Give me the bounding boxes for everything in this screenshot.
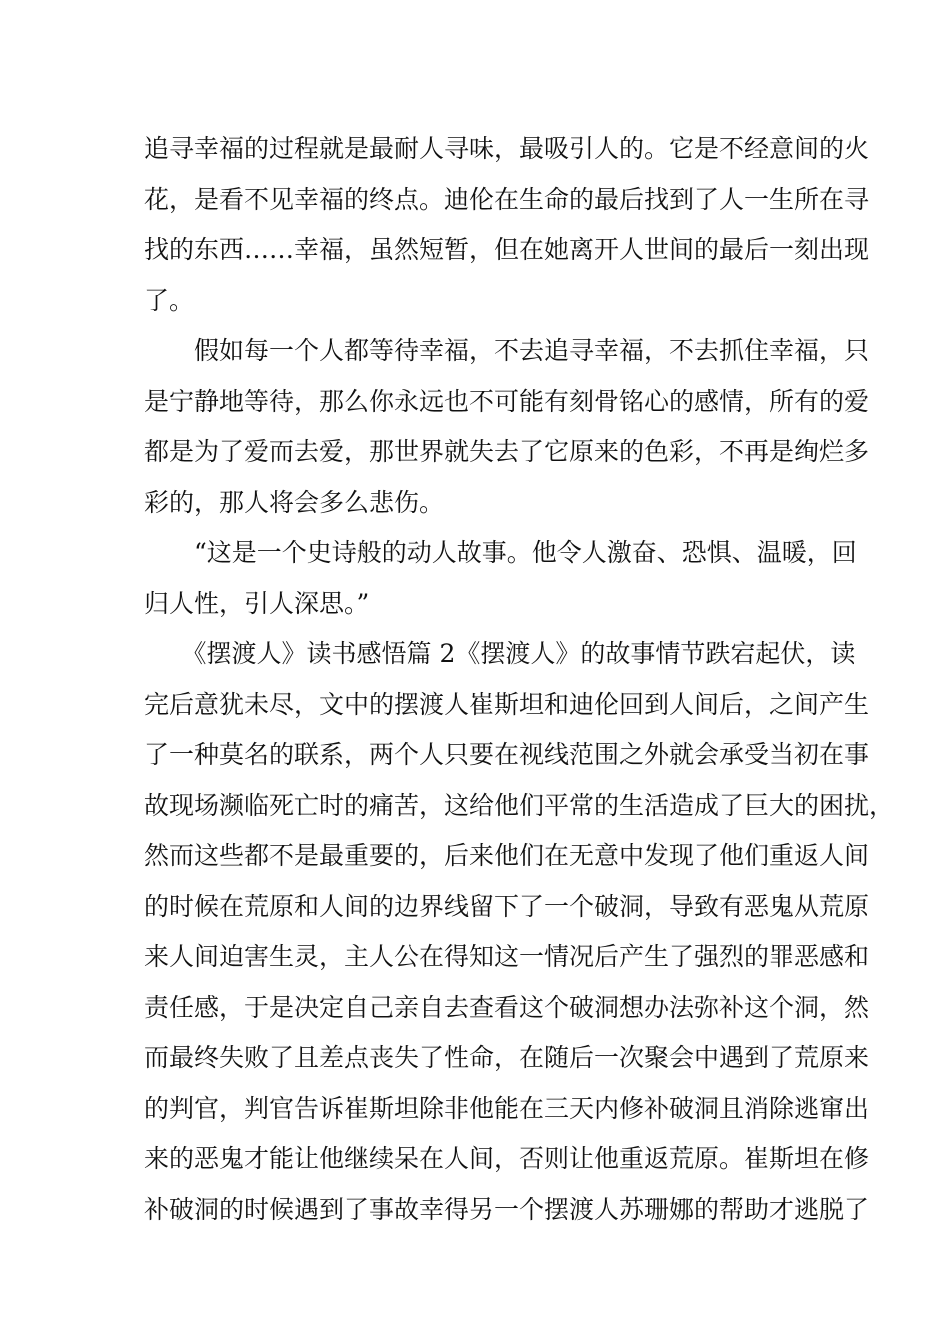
text-line: “这是一个史诗般的动人故事。他令人激奋、恐惧、温暖，回	[144, 538, 857, 567]
document-body	[144, 124, 895, 1235]
paragraph-2	[144, 326, 870, 528]
text-line: 而最终失败了且差点丧失了性命，在随后一次聚会中遇到了荒原来	[144, 1043, 870, 1072]
text-line: 了。	[144, 285, 195, 315]
text-line: 都是为了爱而去爱，那世界就失去了它原来的色彩，不再是绚烂多	[144, 437, 870, 466]
text-line: 来的恶鬼才能让他继续呆在人间，否则让他重返荒原。崔斯坦在修	[144, 1144, 870, 1173]
text-line: 追寻幸福的过程就是最耐人寻味，最吸引人的。它是不经意间的火	[144, 134, 870, 163]
text-line: 了一种莫名的联系，两个人只要在视线范围之外就会承受当初在事	[144, 740, 870, 769]
text-line: 责任感，于是决定自己亲自去查看这个破洞想办法弥补这个洞，然	[144, 992, 870, 1022]
paragraph-3-quote	[144, 528, 857, 629]
text-line: 彩的，那人将会多么悲伤。	[144, 487, 445, 517]
text-line: 花，是看不见幸福的终点。迪伦在生命的最后找到了人一生所在寻	[144, 184, 870, 214]
text-line: 来人间迫害生灵，主人公在得知这一情况后产生了强烈的罪恶感和	[144, 942, 870, 971]
paragraph-4	[144, 629, 895, 1235]
text-line: 是宁静地等待，那么你永远也不可能有刻骨铭心的感情，所有的爱	[144, 386, 870, 416]
text-line: 完后意犹未尽，文中的摆渡人崔斯坦和迪伦回到人间后，之间产生	[144, 689, 870, 719]
text-line: 然而这些都不是最重要的，后来他们在无意中发现了他们重返人间	[144, 841, 870, 870]
text-line: 故现场濒临死亡时的痛苦，这给他们平常的生活造成了巨大的困扰，	[144, 790, 895, 820]
text-line: 归人性，引人深思。”	[144, 588, 370, 618]
paragraph-1	[144, 124, 870, 326]
text-line: 的判官，判官告诉崔斯坦除非他能在三天内修补破洞且消除逃窜出	[144, 1093, 870, 1123]
text-line: 补破洞的时候遇到了事故幸得另一个摆渡人苏珊娜的帮助才逃脱了	[144, 1194, 870, 1224]
text-line: 的时候在荒原和人间的边界线留下了一个破洞，导致有恶鬼从荒原	[144, 891, 870, 921]
text-line: 找的东西……幸福，虽然短暂，但在她离开人世间的最后一刻出现	[144, 235, 870, 264]
text-line: 《摆渡人》读书感悟篇 2《摆渡人》的故事情节跌宕起伏，读	[144, 639, 856, 668]
text-line: 假如每一个人都等待幸福，不去追寻幸福，不去抓住幸福，只	[144, 336, 870, 365]
